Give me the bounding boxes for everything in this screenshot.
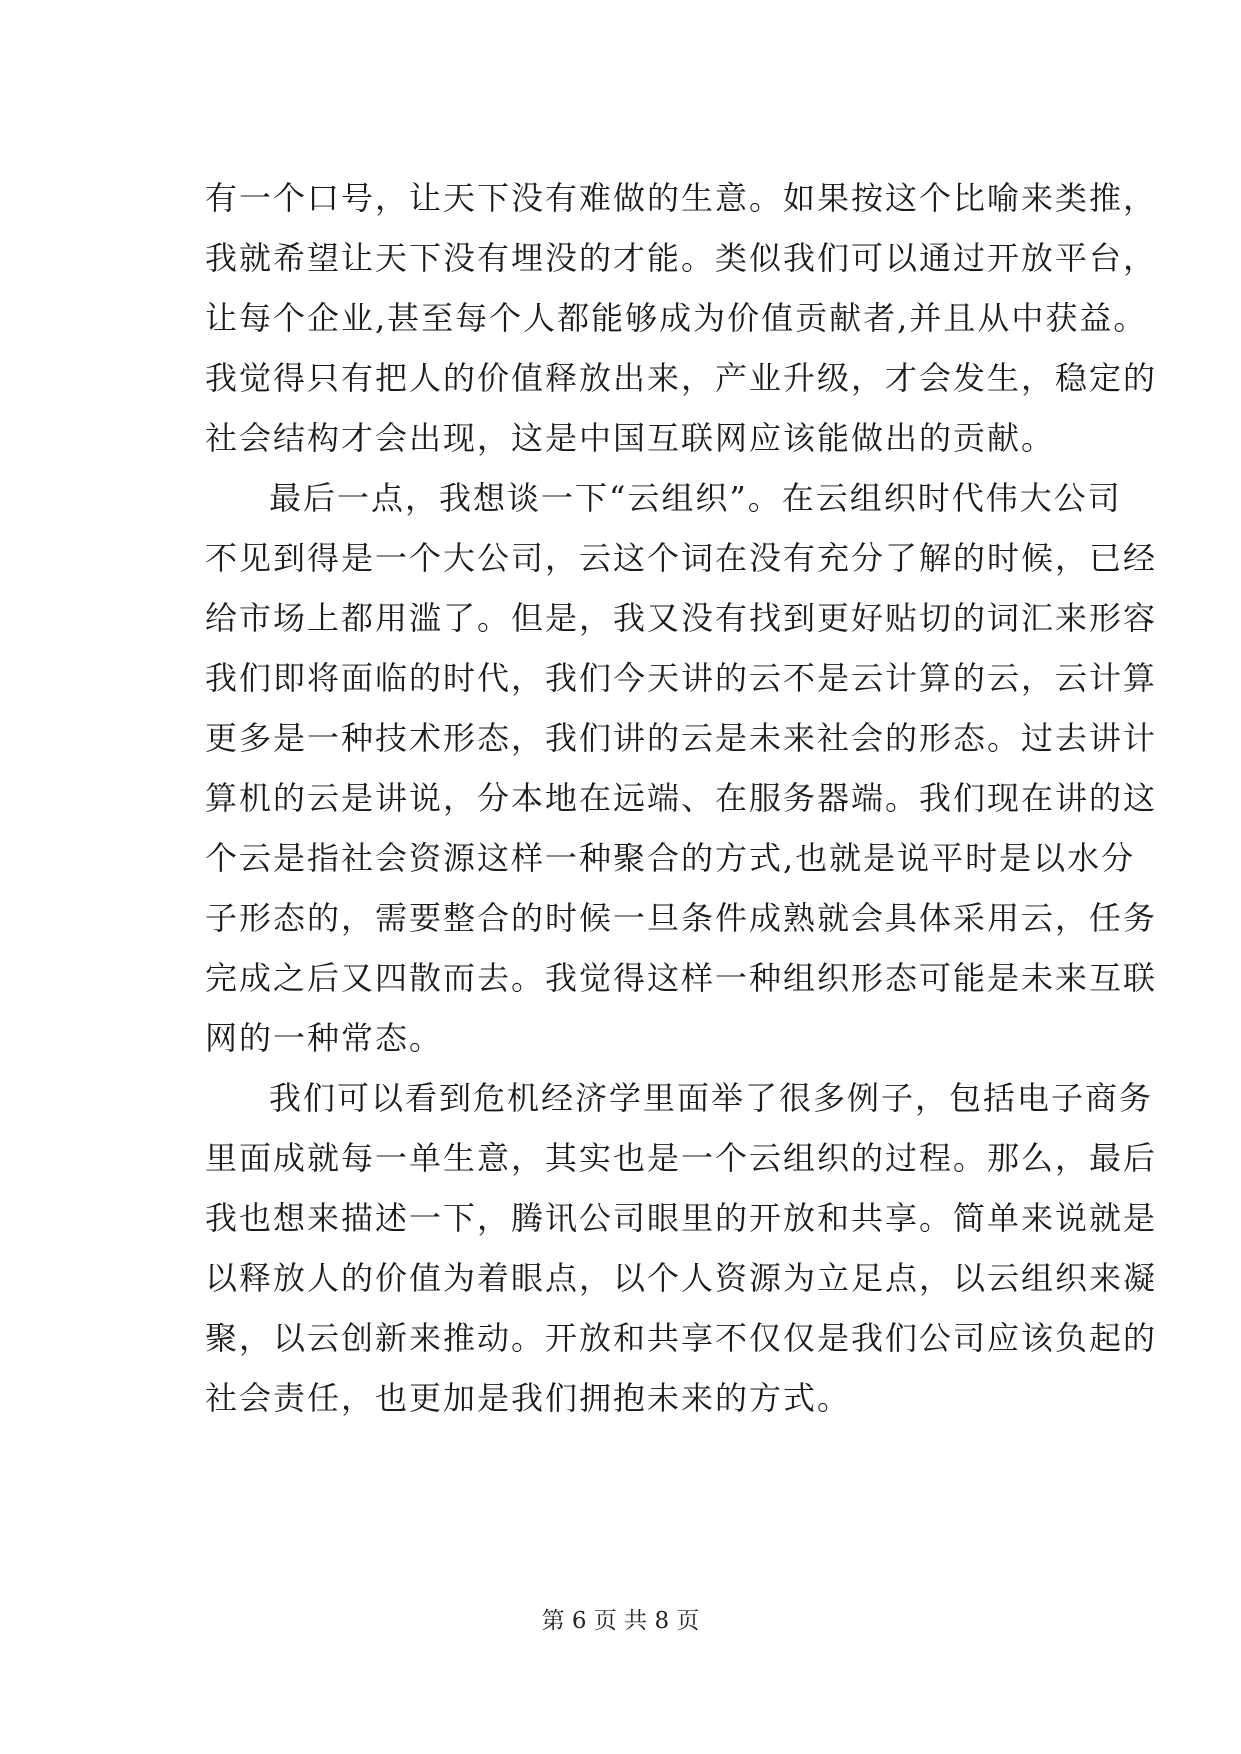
paragraph-2-line-6: 算机的云是讲说，分本地在远端、在服务器端。我们现在讲的这 [205,779,1158,817]
document-body [205,168,1158,1428]
paragraph-2-line-8: 子形态的，需要整合的时候一旦条件成熟就会具体采用云，任务 [205,899,1158,937]
paragraph-2-line-9: 完成之后又四散而去。我觉得这样一种组织形态可能是未来互联 [205,959,1158,997]
paragraph-2-line-7: 个云是指社会资源这样一种聚合的方式,也就是说平时是以水分 [205,839,1136,877]
paragraph-2-line-3: 给市场上都用滥了。但是，我又没有找到更好贴切的词汇来形容 [205,599,1158,637]
page-number-footer: 第 6 页 共 8 页 [541,1608,700,1634]
paragraph-1-line-2: 我就希望让天下没有埋没的才能。类似我们可以通过开放平台， [205,239,1158,277]
paragraph-3-line-4: 以释放人的价值为着眼点，以个人资源为立足点，以云组织来凝 [205,1259,1158,1297]
paragraph-3-line-2: 里面成就每一单生意，其实也是一个云组织的过程。那么，最后 [205,1139,1158,1177]
paragraph-1-line-3: 让每个企业,甚至每个人都能够成为价值贡献者,并且从中获益。 [205,299,1148,337]
paragraph-2-line-4: 我们即将面临的时代，我们今天讲的云不是云计算的云，云计算 [205,659,1158,697]
paragraph-2-line-2: 不见到得是一个大公司，云这个词在没有充分了解的时候，已经 [205,539,1158,577]
paragraph-2-line-10: 网的一种常态。 [205,1019,444,1057]
paragraph-1-line-5: 社会结构才会出现，这是中国互联网应该能做出的贡献。 [205,419,1056,457]
paragraph-1-line-1: 有一个口号，让天下没有难做的生意。如果按这个比喻来类推， [205,179,1158,217]
paragraph-1-line-4: 我觉得只有把人的价值释放出来，产业升级，才会发生，稳定的 [205,359,1158,397]
paragraph-3-line-3: 我也想来描述一下，腾讯公司眼里的开放和共享。简单来说就是 [205,1199,1158,1237]
paragraph-2-line-5: 更多是一种技术形态，我们讲的云是未来社会的形态。过去讲计 [205,719,1158,757]
paragraph-3-line-1: 我们可以看到危机经济学里面举了很多例子，包括电子商务 [269,1079,1154,1117]
paragraph-3-line-6: 社会责任，也更加是我们拥抱未来的方式。 [205,1379,852,1417]
paragraph-2-line-1: 最后一点，我想谈一下“云组织”。在云组织时代伟大公司 [269,479,1122,517]
paragraph-3-line-5: 聚，以云创新来推动。开放和共享不仅仅是我们公司应该负起的 [205,1319,1158,1357]
